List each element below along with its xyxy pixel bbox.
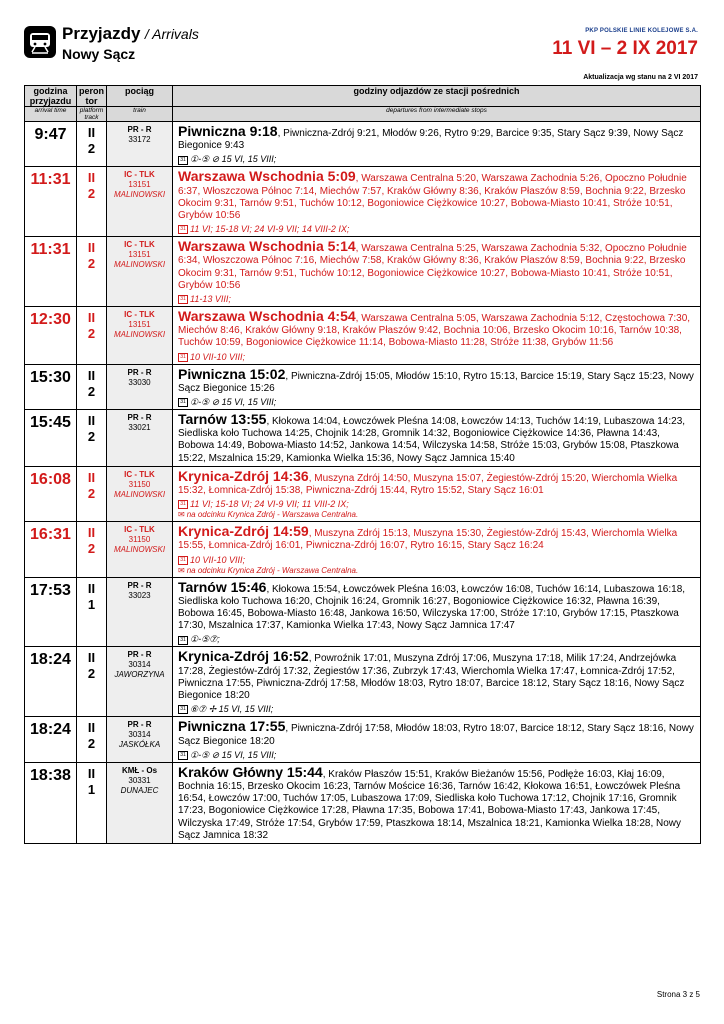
table-row [25,466,701,521]
train-category: PR - R [127,125,152,134]
intermediate-stops: , Piwniczna-Zdrój 9:21, Młodów 9:26, Rytro 9:29, Barcice 9:35, Stary Sącz 9:39, Nowy Sącz Biegonice 9:43 [178,128,684,152]
train-info [107,762,173,843]
platform-track [77,762,107,843]
col-train-header-en: train [133,107,146,114]
col-stops-header-en: departures from intermediate stops [386,107,487,114]
stops-cell [173,307,701,365]
train-name: DUNAJEC [120,785,159,795]
origin-station: Warszawa Wschodnia 4:54 [178,308,356,325]
validity-period: 11 VI – 2 IX 2017 [552,38,698,59]
arrival-time: 15:30 [25,364,77,409]
table-row [25,167,701,237]
train-category: PR - R [127,720,152,730]
origin-station: Piwniczna 9:18 [178,123,278,139]
train-info [107,364,173,409]
track: 2 [87,141,96,156]
platform: II [87,650,96,666]
intermediate-stops: , Warszawa Centralna 5:20, Warszawa Zachodnia 5:26, Opoczno Południe 6:37, Włoszczowa Północ 7:14, Miechów 7:57, Kraków Główny 8:36, Kraków Płaszów 8:59, Bochnia 9:22, Brzesko Okocim 9:31, Tarnów 9:51, Tuchów 10:12, Bogoniowice Ciężkowice 10:27, Bobowa-Miasto 10:41, Stróże 10:51, Grybów 10:56 [178,173,687,222]
origin-station: Warszawa Wschodnia 5:14 [178,238,356,255]
table-row [25,577,701,647]
intermediate-stops: , Piwniczna-Zdrój 17:58, Młodów 18:03, Rytro 18:07, Barcice 18:12, Stary Sącz 18:16, Nowy Sącz Biegonice 18:20 [178,723,694,747]
train-number: 33021 [128,423,151,433]
calendar-icon: 31 [178,556,188,565]
track: 2 [87,383,96,399]
stops-cell [173,237,701,307]
table-row [25,307,701,365]
origin-station: Piwniczna 17:55 [178,718,286,735]
train-number: 33172 [128,135,151,144]
calendar-icon: 31 [178,751,188,760]
envelope-note: ✉ na odcinku Krynica Zdrój - Warszawa Centralna. [178,565,359,575]
stops-cell [173,762,701,843]
train-info [107,410,173,467]
platform-track [77,410,107,467]
origin-station: Krynica-Zdrój 16:52 [178,648,309,665]
train-category: IC - TLK [124,469,155,479]
page-title-en: / Arrivals [144,26,199,42]
table-row [25,717,701,762]
arrival-time: 11:31 [25,237,77,307]
page-title: Przyjazdy [62,24,141,43]
platform-track [77,237,107,307]
train-name: JASKÓŁKA [118,740,161,750]
arrival-time: 11:31 [25,167,77,237]
running-days-note: 31 ①-⑤ ⊘ 15 VI, 15 VIII; [178,396,696,408]
origin-station: Tarnów 15:46 [178,578,267,595]
col-track-header: peron tor [77,86,107,107]
intermediate-stops: , Kłokowa 14:04, Łowczówek Pleśna 14:08, Łowczów 14:13, Tuchów 14:19, Lubaszowa 14:23, Siedliska koło Tuchowa 14:25, Chojnik 14:28, Gromnik 14:32, Bogoniowice Ciężkowice 14:36, Pławna 14:43, Bobowa 14:49, Bobowa-Miasto 14:52, Jankowa 14:54, Wilczyska 14:58, Stróże 15:03, Grybów 15:08, Ptaszkowa 15:22, Mszalnica 15:29, Kamionka Wielka 15:36, Nowy Sącz Jamnica 15:40 [178,416,686,464]
running-days-note: 31 ①-⑤ ⊘ 15 VI, 15 VIII; [178,749,696,761]
train-number: 13151 [128,180,151,190]
arrival-time: 18:24 [25,717,77,762]
table-row [25,122,701,167]
train-name: MALINOWSKI [113,545,166,555]
platform: II [87,765,96,781]
train-category: IC - TLK [124,170,155,180]
table-row [25,762,701,843]
table-row [25,237,701,307]
calendar-icon: 31 [178,705,188,714]
table-row [25,410,701,467]
running-days-note: 31 10 VII-10 VIII; [178,351,696,363]
track: 2 [87,736,96,752]
col-time-header-en: arrival time [34,107,67,114]
calendar-icon: 31 [178,353,188,362]
train-category: KMŁ - Os [121,765,158,775]
train-info [107,167,173,237]
col-stops-header: godziny odjazdów ze stacji pośrednich [173,86,701,107]
calendar-icon: 31 [178,225,188,234]
page-number: Strona 3 z 5 [656,990,700,999]
train-category: PR - R [127,650,152,660]
envelope-icon: ✉ [178,510,185,520]
platform-track [77,307,107,365]
stops-cell [173,122,701,167]
operator-logo: PKP POLSKIE LINIE KOLEJOWE S.A. [585,28,698,34]
stops-cell [173,577,701,647]
platform-track [77,522,107,577]
track: 1 [87,781,96,797]
update-note: Aktualizacja wg stanu na 2 VI 2017 [583,74,698,81]
train-category: PR - R [127,413,152,423]
calendar-icon: 31 [178,500,188,509]
train-category: PR - R [127,580,152,590]
origin-station: Krynica-Zdrój 14:59 [178,523,309,540]
train-info [107,717,173,762]
table-row [25,364,701,409]
intermediate-stops: , Kraków Płaszów 15:51, Kraków Bieżanów 15:56, Podłęże 16:03, Kłaj 16:09, Bochnia 16:15, Brzesko Okocim 16:23, Tarnów Mościce 16:36, Tarnów 16:42, Kłokowa 16:51, Łowczówek Pleśna 16:54, Łowczów 17:00, Tuchów 17:05, Lubaszowa 17:09, Siedliska koło Tuchowa 17:12, Chojnik 17:16, Gromnik 17:23, Bogoniowice Ciężkowice 17:28, Pławna 17:35, Bobowa 17:41, Bobowa-Miasto 17:43, Jankowa 17:45, Wilczyska 17:49, Stróże 17:54, Grybów 17:59, Ptaszkowa 18:14, Mszalnica 18:21, Kamionka Wielka 18:28, Nowy Sącz Jamnica 18:32 [178,768,682,841]
train-info [107,522,173,577]
running-days-note: 31 11 VI; 15-18 VI; 24 VI-9 VII; 14 VIII-2 IX; [178,223,696,235]
train-info [107,577,173,647]
train-info [107,237,173,307]
running-days-note: 31 11 VI; 15-18 VI; 24 VI-9 VII; 11 VIII-2 IX; [178,498,696,510]
train-name: MALINOWSKI [113,190,166,200]
train-category: PR - R [127,367,152,377]
running-days-note: 31 11-13 VIII; [178,293,696,305]
train-name: MALINOWSKI [113,330,166,340]
train-number: 30314 [128,730,151,740]
calendar-icon: 31 [178,398,188,407]
platform-track [77,647,107,717]
origin-station: Krynica-Zdrój 14:36 [178,467,309,484]
train-number: 13151 [128,250,151,260]
track: 2 [87,429,96,445]
train-number: 13151 [128,320,151,330]
track: 2 [87,186,96,202]
platform: II [87,125,96,140]
intermediate-stops: , Powroźnik 17:01, Muszyna Zdrój 17:06, Muszyna 17:18, Milik 17:24, Andrzejówka 17:28, Żegiestów-Zdrój 17:32, Żegiestów 17:36, Zubrzyk 17:43, Wierchomla Wielka 17:47, Łomnica-Zdrój 17:52, Piwniczna 17:55, Piwniczna-Zdrój 17:58, Młodów 18:03, Rytro 18:07, Barcice 18:12, Stary Sącz 18:16, Nowy Sącz Biegonice 18:20 [178,653,685,702]
arrival-time: 16:31 [25,522,77,577]
running-days-note: 31 ①-⑤⑦; [178,633,696,645]
train-name: MALINOWSKI [113,489,166,499]
intermediate-stops: , Muszyna Zdrój 15:13, Muszyna 15:30, Żegiestów-Zdrój 15:43, Wierchomla Wielka 15:55, Łomnica-Zdrój 16:01, Piwniczna-Zdrój 16:07, Rytro 16:15, Stary Sącz 16:24 [178,528,678,552]
arrival-time: 15:45 [25,410,77,467]
envelope-note: ✉ na odcinku Krynica Zdrój - Warszawa Centralna. [178,510,359,520]
platform: II [87,720,96,736]
track: 2 [87,326,96,342]
envelope-icon: ✉ [178,565,185,575]
calendar-icon: 31 [178,636,188,645]
train-number: 30314 [128,660,151,670]
running-days-note: 31 ⑥⑦ ✢ 15 VI, 15 VIII; [178,703,696,715]
train-number: 33030 [128,377,151,387]
intermediate-stops: , Kłokowa 15:54, Łowczówek Pleśna 16:03, Łowczów 16:08, Tuchów 16:14, Lubaszowa 16:18, Siedliska koło Tuchowa 16:20, Chojnik 16:24, Gromnik 16:27, Bogoniowice Ciężkowice 16:32, Pławna 16:39, Bobowa 16:45, Bobowa-Miasto 16:48, Jankowa 16:50, Wilczyska 17:00, Stróże 17:10, Grybów 17:15, Ptaszkowa 17:30, Mszalnica 17:37, Kamionka Wielka 17:43, Nowy Sącz Jamnica 17:47 [178,583,686,632]
arrival-time: 18:24 [25,647,77,717]
train-number: 33023 [128,590,151,600]
train-category: IC - TLK [124,310,155,320]
train-category: IC - TLK [124,240,155,250]
train-number: 30331 [128,775,151,785]
intermediate-stops: , Piwniczna-Zdrój 15:05, Młodów 15:10, Rytro 15:13, Barcice 15:19, Stary Sącz 15:23, Nowy Sącz Biegonice 15:26 [178,370,694,394]
station-name: Nowy Sącz [62,46,136,62]
track: 1 [87,596,96,612]
train-info [107,122,173,167]
track: 2 [87,541,96,557]
stops-cell [173,647,701,717]
platform-track [77,577,107,647]
running-days-note: 31 10 VII-10 VIII; [178,554,696,566]
platform: II [87,469,96,485]
stops-cell [173,466,701,521]
arrival-time: 16:08 [25,466,77,521]
arrival-time: 9:47 [25,122,77,167]
stops-cell [173,410,701,467]
page-header [22,24,700,84]
platform: II [87,413,96,429]
train-info [107,647,173,717]
col-time-header: godzina przyjazdu [25,86,77,107]
arrival-time: 18:38 [25,762,77,843]
arrival-time: 17:53 [25,577,77,647]
platform: II [87,310,96,326]
platform: II [87,367,96,383]
platform-track [77,466,107,521]
running-days-note: 31 ①-⑤ ⊘ 15 VI, 15 VIII; [178,153,696,165]
track: 2 [87,485,96,501]
track: 2 [87,666,96,682]
intermediate-stops: , Warszawa Centralna 5:05, Warszawa Zachodnia 5:12, Częstochowa 7:30, Miechów 8:46, Kraków Główny 9:18, Kraków Płaszów 9:42, Bochnia 10:06, Brzesko Okocim 10:16, Tarnów 10:38, Tuchów 10:59, Bogoniowice Ciężkowice 11:14, Bobowa-Miasto 11:28, Stróże 11:38, Grybów 11:56 [178,313,691,349]
platform: II [87,525,96,541]
stops-cell [173,717,701,762]
col-track-header-en: platform track [79,107,104,121]
arrivals-table [24,85,701,844]
platform: II [87,580,96,596]
calendar-icon: 31 [178,156,188,165]
track: 2 [87,256,96,272]
platform-track [77,364,107,409]
calendar-icon: 31 [178,295,188,304]
train-number: 31150 [128,479,151,489]
train-category: IC - TLK [124,525,155,535]
platform-track [77,717,107,762]
stops-cell [173,167,701,237]
origin-station: Kraków Główny 15:44 [178,763,323,780]
origin-station: Tarnów 13:55 [178,411,267,428]
train-info [107,466,173,521]
train-name: JAWORZYNA [114,670,165,680]
platform-track [77,167,107,237]
train-info [107,307,173,365]
arrival-time: 12:30 [25,307,77,365]
platform: II [87,240,96,256]
origin-station: Warszawa Wschodnia 5:09 [178,168,356,185]
platform-track [77,122,107,167]
stops-cell [173,522,701,577]
intermediate-stops: , Muszyna Zdrój 14:50, Muszyna 15:07, Żegiestów-Zdrój 15:20, Wierchomla Wielka 15:32, Łomnica-Zdrój 15:38, Piwniczna-Zdrój 15:44, Rytro 15:52, Stary Sącz 16:01 [178,472,678,497]
intermediate-stops: , Warszawa Centralna 5:25, Warszawa Zachodnia 5:32, Opoczno Południe 6:34, Włoszczowa Północ 7:16, Miechów 7:58, Kraków Główny 8:36, Kraków Płaszów 8:59, Bochnia 9:22, Brzesko Okocim 9:31, Tarnów 9:51, Tuchów 10:12, Bogoniowice Ciężkowice 10:27, Bobowa-Miasto 10:41, Stróże 10:51, Grybów 10:56 [178,243,687,291]
train-number: 31150 [128,535,151,545]
col-train-header: pociąg [107,86,173,107]
table-row [25,647,701,717]
stops-cell [173,364,701,409]
platform: II [87,170,96,186]
train-icon [24,26,56,58]
train-name: MALINOWSKI [113,260,166,270]
table-row [25,522,701,577]
origin-station: Piwniczna 15:02 [178,365,286,382]
